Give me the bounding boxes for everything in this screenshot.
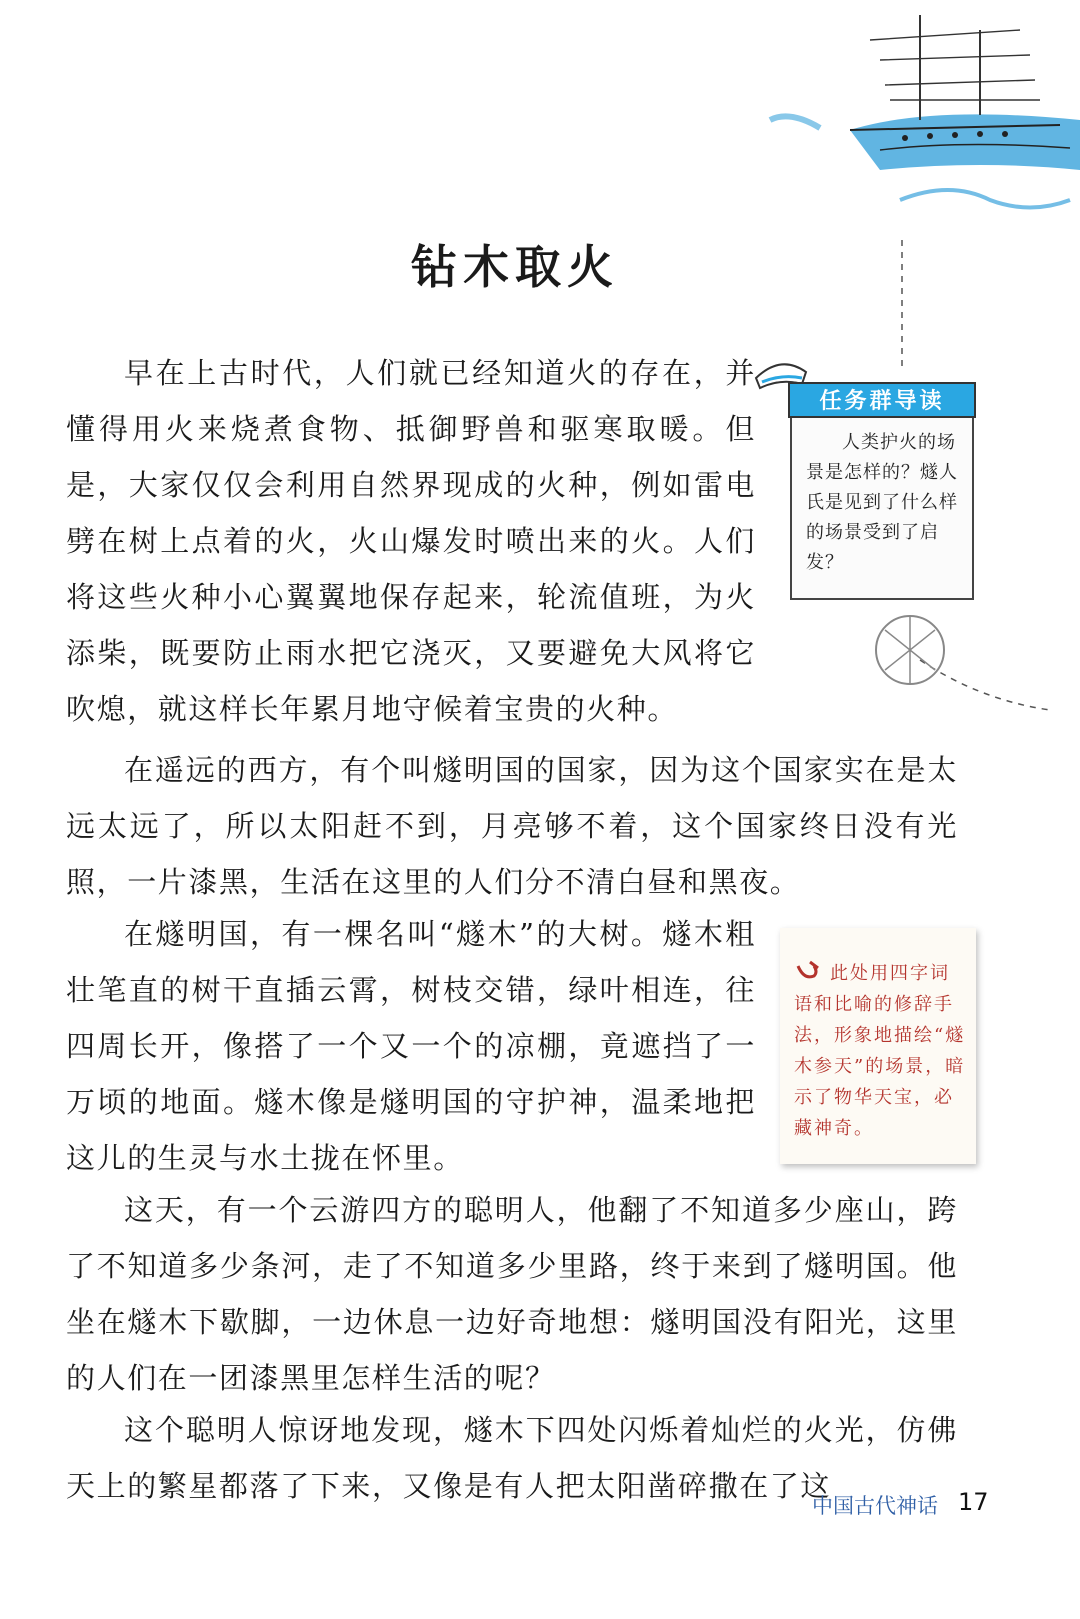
- task-guide-card: [790, 388, 974, 600]
- paragraph-5: 这个聪明人惊讶地发现，燧木下四处闪烁着灿烂的火光，仿佛天上的繁星都落了下来，又像是有人把太阳凿碎撒在了这: [66, 1413, 958, 1503]
- paragraph-3: 在燧明国，有一棵名叫“燧木”的大树。燧木粗壮笔直的树干直插云霄，树枝交错，绿叶相连，往四周长开，像搭了一个又一个的凉棚，竟遮挡了一万顷的地面。燧木像是燧明国的守护神，温柔地把这儿的生灵与水土拢在怀里。: [66, 917, 756, 1175]
- task-guide-heading: 任务群导读: [788, 382, 976, 418]
- annotation-note-card: [780, 928, 976, 1164]
- paragraph-4: 这天，有一个云游四方的聪明人，他翻了不知道多少座山，跨了不知道多少条河，走了不知道多少里路，终于来到了燧明国。他坐在燧木下歇脚，一边休息一边好奇地想：燧明国没有阳光，这里的人们在一团漆黑里怎样生活的呢？: [66, 1193, 958, 1395]
- page-number: 17: [958, 1488, 989, 1516]
- annotation-note-text: 此处用四字词语和比喻的修辞手法，形象地描绘“燧木参天”的场景，暗示了物华天宝，必藏神奇。: [794, 963, 966, 1139]
- task-guide-text: 人类护火的场景是怎样的？燧人氏是见到了什么样的场景受到了启发？: [806, 432, 958, 573]
- paragraph-2: 在遥远的西方，有个叫燧明国的国家，因为这个国家实在是太远太远了，所以太阳赶不到，月亮够不着，这个国家终日没有光照，一片漆黑，生活在这里的人们分不清白昼和黑夜。: [66, 753, 958, 899]
- page-title: 钻木取火: [411, 239, 619, 294]
- ship-illustration: [730, 0, 1080, 240]
- footer-book-title: 中国古代神话: [812, 1494, 938, 1518]
- paragraph-1: 早在上古时代，人们就已经知道火的存在，并懂得用火来烧煮食物、抵御野兽和驱寒取暖。但是，大家仅仅会利用自然界现成的火种，例如雷电劈在树上点着的火，火山爆发时喷出来的火。人们将这些火种小心翼翼地保存起来，轮流值班，为火添柴，既要防止雨水把它浇灭，又要避免大风将它吹熄，就这样长年累月地守候着宝贵的火种。: [66, 356, 756, 726]
